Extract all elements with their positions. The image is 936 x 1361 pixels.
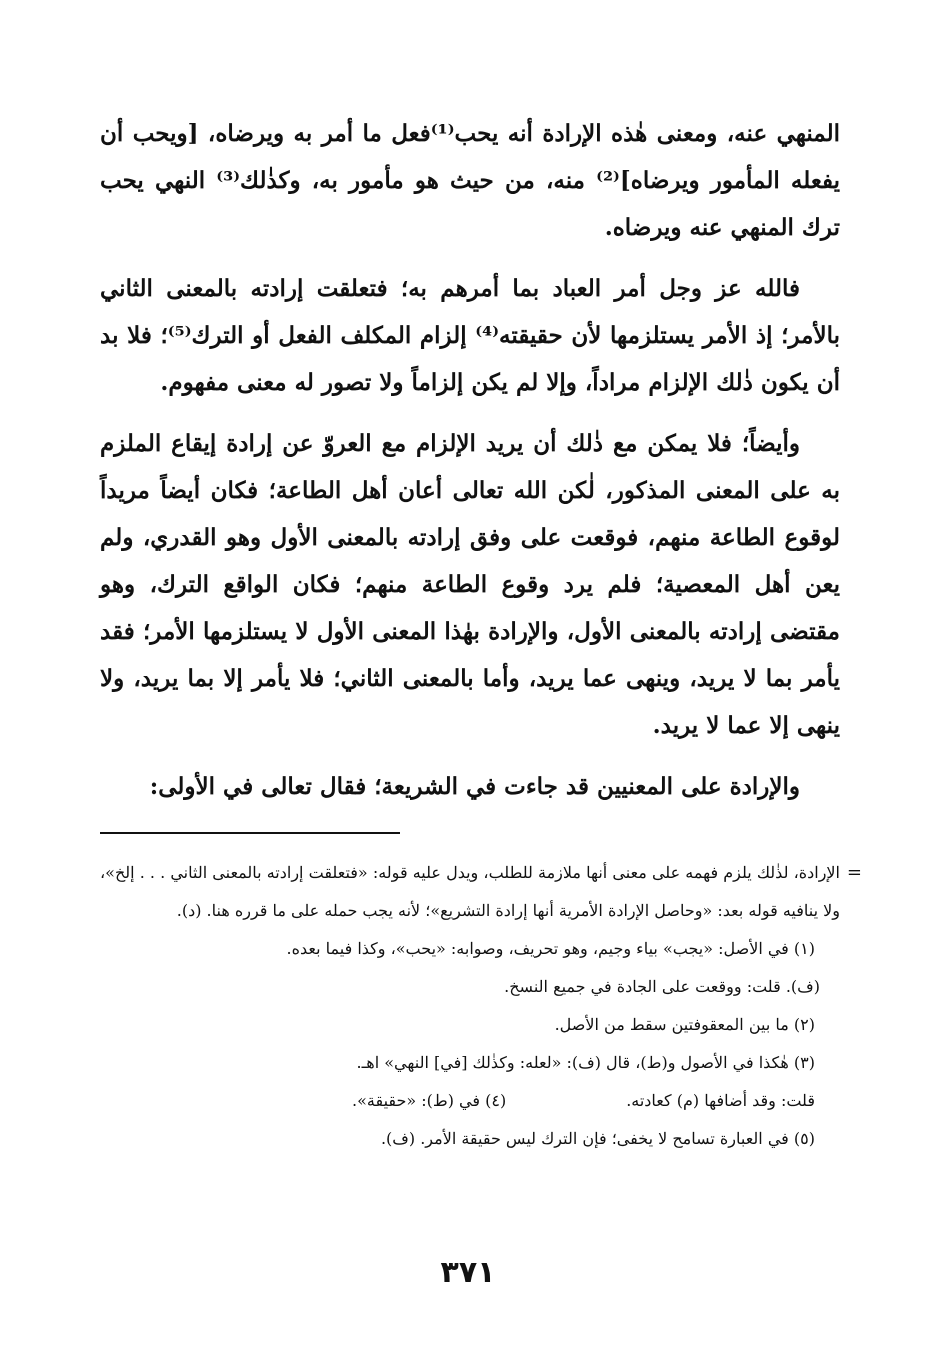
footnote-5: (٥) في العبارة تسامح لا يخفى؛ فإن الترك ليس حقيقة الأمر. (ف). bbox=[380, 1129, 815, 1148]
footnote-1-continuation: (ف). قلت: ووقعت على الجادة في جميع النسخ. bbox=[504, 977, 820, 996]
footnote-row-3-4 bbox=[100, 1082, 840, 1120]
continuation-mark: = bbox=[846, 862, 862, 883]
footnotes bbox=[100, 854, 862, 1158]
footnote-continuation bbox=[100, 854, 862, 930]
paragraph-3: وأيضاً؛ فلا يمكن مع ذٰلك أن يريد الإلزام مع العروّ عن إرادة إيقاع الملزم به على المعنى المذكور، لٰكن الله تعالى أعان أهل الطاعة؛ فكان أيضاً مريداً لوقوع الطاعة منهم، فوقعت على وفق إرادته بالمعنى الأول وهو القدري، ولم يعن أهل المعصية؛ فلم يرد وقوع الطاعة منهم؛ فكان الواقع الترك، وهو مقتضى إرادته بالمعنى الأول، والإرادة بهٰذا المعنى الأول لا يستلزمها الأمر؛ فقد يأمر بما لا يريد، وينهى عما يريد، وأما بالمعنى الثاني؛ فلا يأمر إلا بما يريد، ولا ينهى إلا عما لا يريد. bbox=[100, 430, 840, 739]
paragraph-2: فالله عز وجل أمر العباد بما أمرهم به؛ فتعلقت إرادته بالمعنى الثاني بالأمر؛ إذ الأمر يستلزمها لأن حقيقته⁽⁴⁾ إلزام المكلف الفعل أو الترك⁽⁵⁾؛ فلا بد أن يكون ذٰلك الإلزام مراداً، وإلا لم يكن إلزاماً ولا تصور له معنى مفهوم. bbox=[100, 275, 841, 396]
footnote-continuation-text: الإرادة، لذٰلك يلزم فهمه على معنى أنها ملازمة للطلب، ويدل عليه قوله: «فتعلقت إرادته بالمعنى الثاني . . . إلخ»، ولا ينافيه قوله بعد: «وحاصل الإرادة الأمرية أنها إرادة التشريع»؛ لأنه يجب حمله على ما قرره هنا. (د). bbox=[100, 863, 840, 920]
footnote-4: (٤) في (ط): «حقيقة». bbox=[352, 1091, 507, 1110]
page-body bbox=[100, 110, 862, 1158]
footnote-separator bbox=[100, 832, 400, 834]
paragraph-1: المنهي عنه، ومعنى هٰذه الإرادة أنه يحب⁽¹⁾فعل ما أمر به ويرضاه، [ويحب أن يفعله المأمور ويرضاه]⁽²⁾ منه، من حيث هو مأمور به، وكذٰلك⁽³⁾ النهي يحب ترك المنهي عنه ويرضاه. bbox=[100, 120, 840, 241]
footnote-3-continuation: قلت: وقد أضافها (م) كعادته. bbox=[626, 1091, 815, 1110]
footnote-3: (٣) هٰكذا في الأصول و(ط)، قال (ف): «لعله: وكذٰلك [في] النهي» اهـ. bbox=[356, 1053, 815, 1072]
footnote-1: (١) في الأصل: «يجب» بياء وجيم، وهو تحريف، وصوابه: «يحب»، وكذا فيما بعده. bbox=[286, 939, 815, 958]
footnote-2: (٢) ما بين المعقوفتين سقط من الأصل. bbox=[554, 1015, 815, 1034]
page-number: ٣٧١ bbox=[440, 1255, 496, 1290]
paragraph-4: والإرادة على المعنيين قد جاءت في الشريعة؛ فقال تعالى في الأولى: bbox=[149, 773, 800, 800]
main-text bbox=[100, 110, 840, 810]
